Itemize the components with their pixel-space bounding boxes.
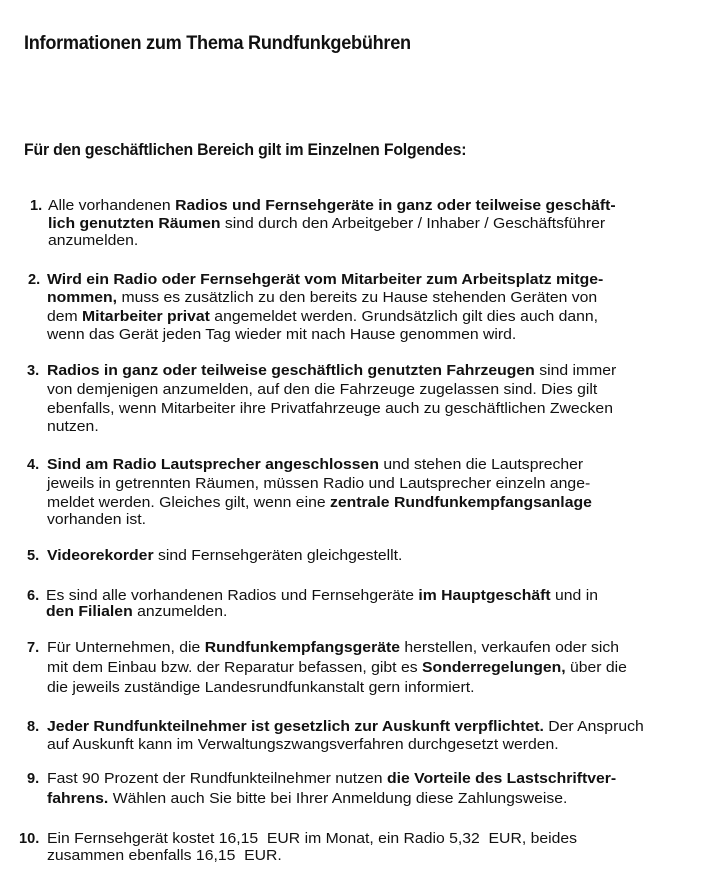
bold-text: Sonderregelungen, xyxy=(421,660,566,676)
list-item-line xyxy=(47,327,516,344)
bold-text: Wird ein Radio oder Fernsehgerät vom Mitarbeiter zum Arbeitsplatz mitge- xyxy=(47,272,604,288)
body-text: sind immer xyxy=(534,363,617,379)
bold-text: lich genutzten Räumen xyxy=(48,216,221,232)
body-text: und in xyxy=(550,588,598,604)
section-heading: Für den geschäftlichen Bereich gilt im Einzelnen Folgendes: xyxy=(24,140,467,159)
body-text: nutzen. xyxy=(47,419,99,435)
bold-text: im Hauptgeschäft xyxy=(418,588,551,604)
list-item-line xyxy=(47,640,619,657)
body-text: mit dem Einbau bzw. der Reparatur befassen, gibt es xyxy=(47,660,422,676)
bold-text: Radios und Fernsehgeräte in ganz oder teilweise geschäft- xyxy=(175,198,616,214)
body-text: über die xyxy=(565,660,627,676)
list-item-line xyxy=(47,512,146,529)
list-item-line xyxy=(47,382,597,399)
body-text: Der Anspruch xyxy=(543,719,644,735)
body-text: Es sind alle vorhandenen Radios und Fernsehgeräte xyxy=(46,588,419,604)
list-item-number: 9. xyxy=(27,771,40,787)
list-item-line xyxy=(47,401,613,418)
body-text: sind Fernsehgeräten gleichgestellt. xyxy=(153,548,403,564)
list-item-line xyxy=(47,290,597,307)
body-text: dem xyxy=(47,309,83,325)
list-item-line xyxy=(46,588,598,605)
body-text: vorhanden ist. xyxy=(47,512,147,528)
body-text: angemeldet werden. Grundsätzlich gilt dies auch dann, xyxy=(209,309,599,325)
body-text: meldet werden. Gleiches gilt, wenn eine xyxy=(47,495,330,511)
list-item-line xyxy=(47,791,567,808)
list-item-number: 10. xyxy=(19,831,40,847)
list-item-number: 7. xyxy=(27,640,40,656)
body-text: auf Auskunft kann im Verwaltungszwangsverfahren durchgesetzt werden. xyxy=(47,737,559,753)
bold-text: Sind am Radio Lautsprecher angeschlossen xyxy=(47,457,379,473)
list-item-line xyxy=(47,363,616,380)
list-item-line xyxy=(48,233,138,250)
body-text: muss es zusätzlich zu den bereits zu Hause stehenden Geräten von xyxy=(117,290,598,306)
list-item-number: 2. xyxy=(28,272,41,288)
list-item-line xyxy=(47,495,592,512)
body-text: wenn das Gerät jeden Tag wieder mit nach Hause genommen wird. xyxy=(47,327,517,343)
document-title: Informationen zum Thema Rundfunkgebühren xyxy=(24,32,411,54)
list-item-line xyxy=(47,548,402,565)
body-text: Für Unternehmen, die xyxy=(47,640,205,656)
body-text: anzumelden. xyxy=(48,233,139,249)
list-item-line xyxy=(47,272,603,289)
list-item-line xyxy=(48,198,616,215)
list-item-line xyxy=(47,457,583,474)
list-item-line xyxy=(47,719,644,736)
bold-text: fahrens. xyxy=(47,791,109,807)
body-text: anzumelden. xyxy=(132,604,228,620)
list-item-line xyxy=(47,660,627,677)
body-text: die jeweils zuständige Landesrundfunkanstalt gern informiert. xyxy=(47,680,475,696)
list-item-line xyxy=(48,216,605,233)
bold-text: Rundfunkempfangsgeräte xyxy=(204,640,400,656)
body-text: Alle vorhandenen xyxy=(48,198,176,214)
list-item-line xyxy=(47,737,559,754)
list-item-number: 8. xyxy=(27,719,40,735)
body-text: Fast 90 Prozent der Rundfunkteilnehmer nutzen xyxy=(47,771,387,787)
body-text: zusammen ebenfalls 16,15 EUR. xyxy=(47,848,282,864)
body-text: Ein Fernsehgerät kostet 16,15 EUR im Monat, ein Radio 5,32 EUR, beides xyxy=(47,831,578,847)
list-item-number: 1. xyxy=(30,198,43,214)
list-item-line xyxy=(47,831,577,848)
body-text: von demjenigen anzumelden, auf den die Fahrzeuge zugelassen sind. Dies gilt xyxy=(47,382,598,398)
list-item-line xyxy=(46,604,227,621)
body-text: Wählen auch Sie bitte bei Ihrer Anmeldung diese Zahlungsweise. xyxy=(108,791,568,807)
list-item-line xyxy=(47,309,598,326)
bold-text: Jeder Rundfunkteilnehmer ist gesetzlich zur Auskunft verpflichtet. xyxy=(47,719,544,735)
list-item-number: 4. xyxy=(27,457,40,473)
bold-text: Videorekorder xyxy=(47,548,154,564)
list-item-number: 5. xyxy=(27,548,40,564)
bold-text: zentrale Rundfunkempfangsanlage xyxy=(329,495,592,511)
bold-text: nommen, xyxy=(47,290,118,306)
body-text: jeweils in getrennten Räumen, müssen Radio und Lautsprecher einzeln ange- xyxy=(47,476,591,492)
body-text: herstellen, verkaufen oder sich xyxy=(399,640,620,656)
bold-text: die Vorteile des Lastschriftver- xyxy=(386,771,617,787)
list-item-line xyxy=(47,476,590,493)
bold-text: den Filialen xyxy=(46,604,133,620)
bold-text: Mitarbeiter privat xyxy=(82,309,210,325)
body-text: ebenfalls, wenn Mitarbeiter ihre Privatfahrzeuge auch zu geschäftlichen Zwecken xyxy=(47,401,613,417)
body-text: und stehen die Lautsprecher xyxy=(378,457,584,473)
list-item-number: 6. xyxy=(27,588,40,604)
body-text: sind durch den Arbeitgeber / Inhaber / Geschäftsführer xyxy=(220,216,606,232)
list-item-line xyxy=(47,419,99,436)
list-item-line xyxy=(47,848,282,865)
list-item-number: 3. xyxy=(27,363,40,379)
bold-text: Radios in ganz oder teilweise geschäftlich genutzten Fahrzeugen xyxy=(47,363,535,379)
list-item-line xyxy=(47,771,616,788)
list-item-line xyxy=(47,680,475,697)
